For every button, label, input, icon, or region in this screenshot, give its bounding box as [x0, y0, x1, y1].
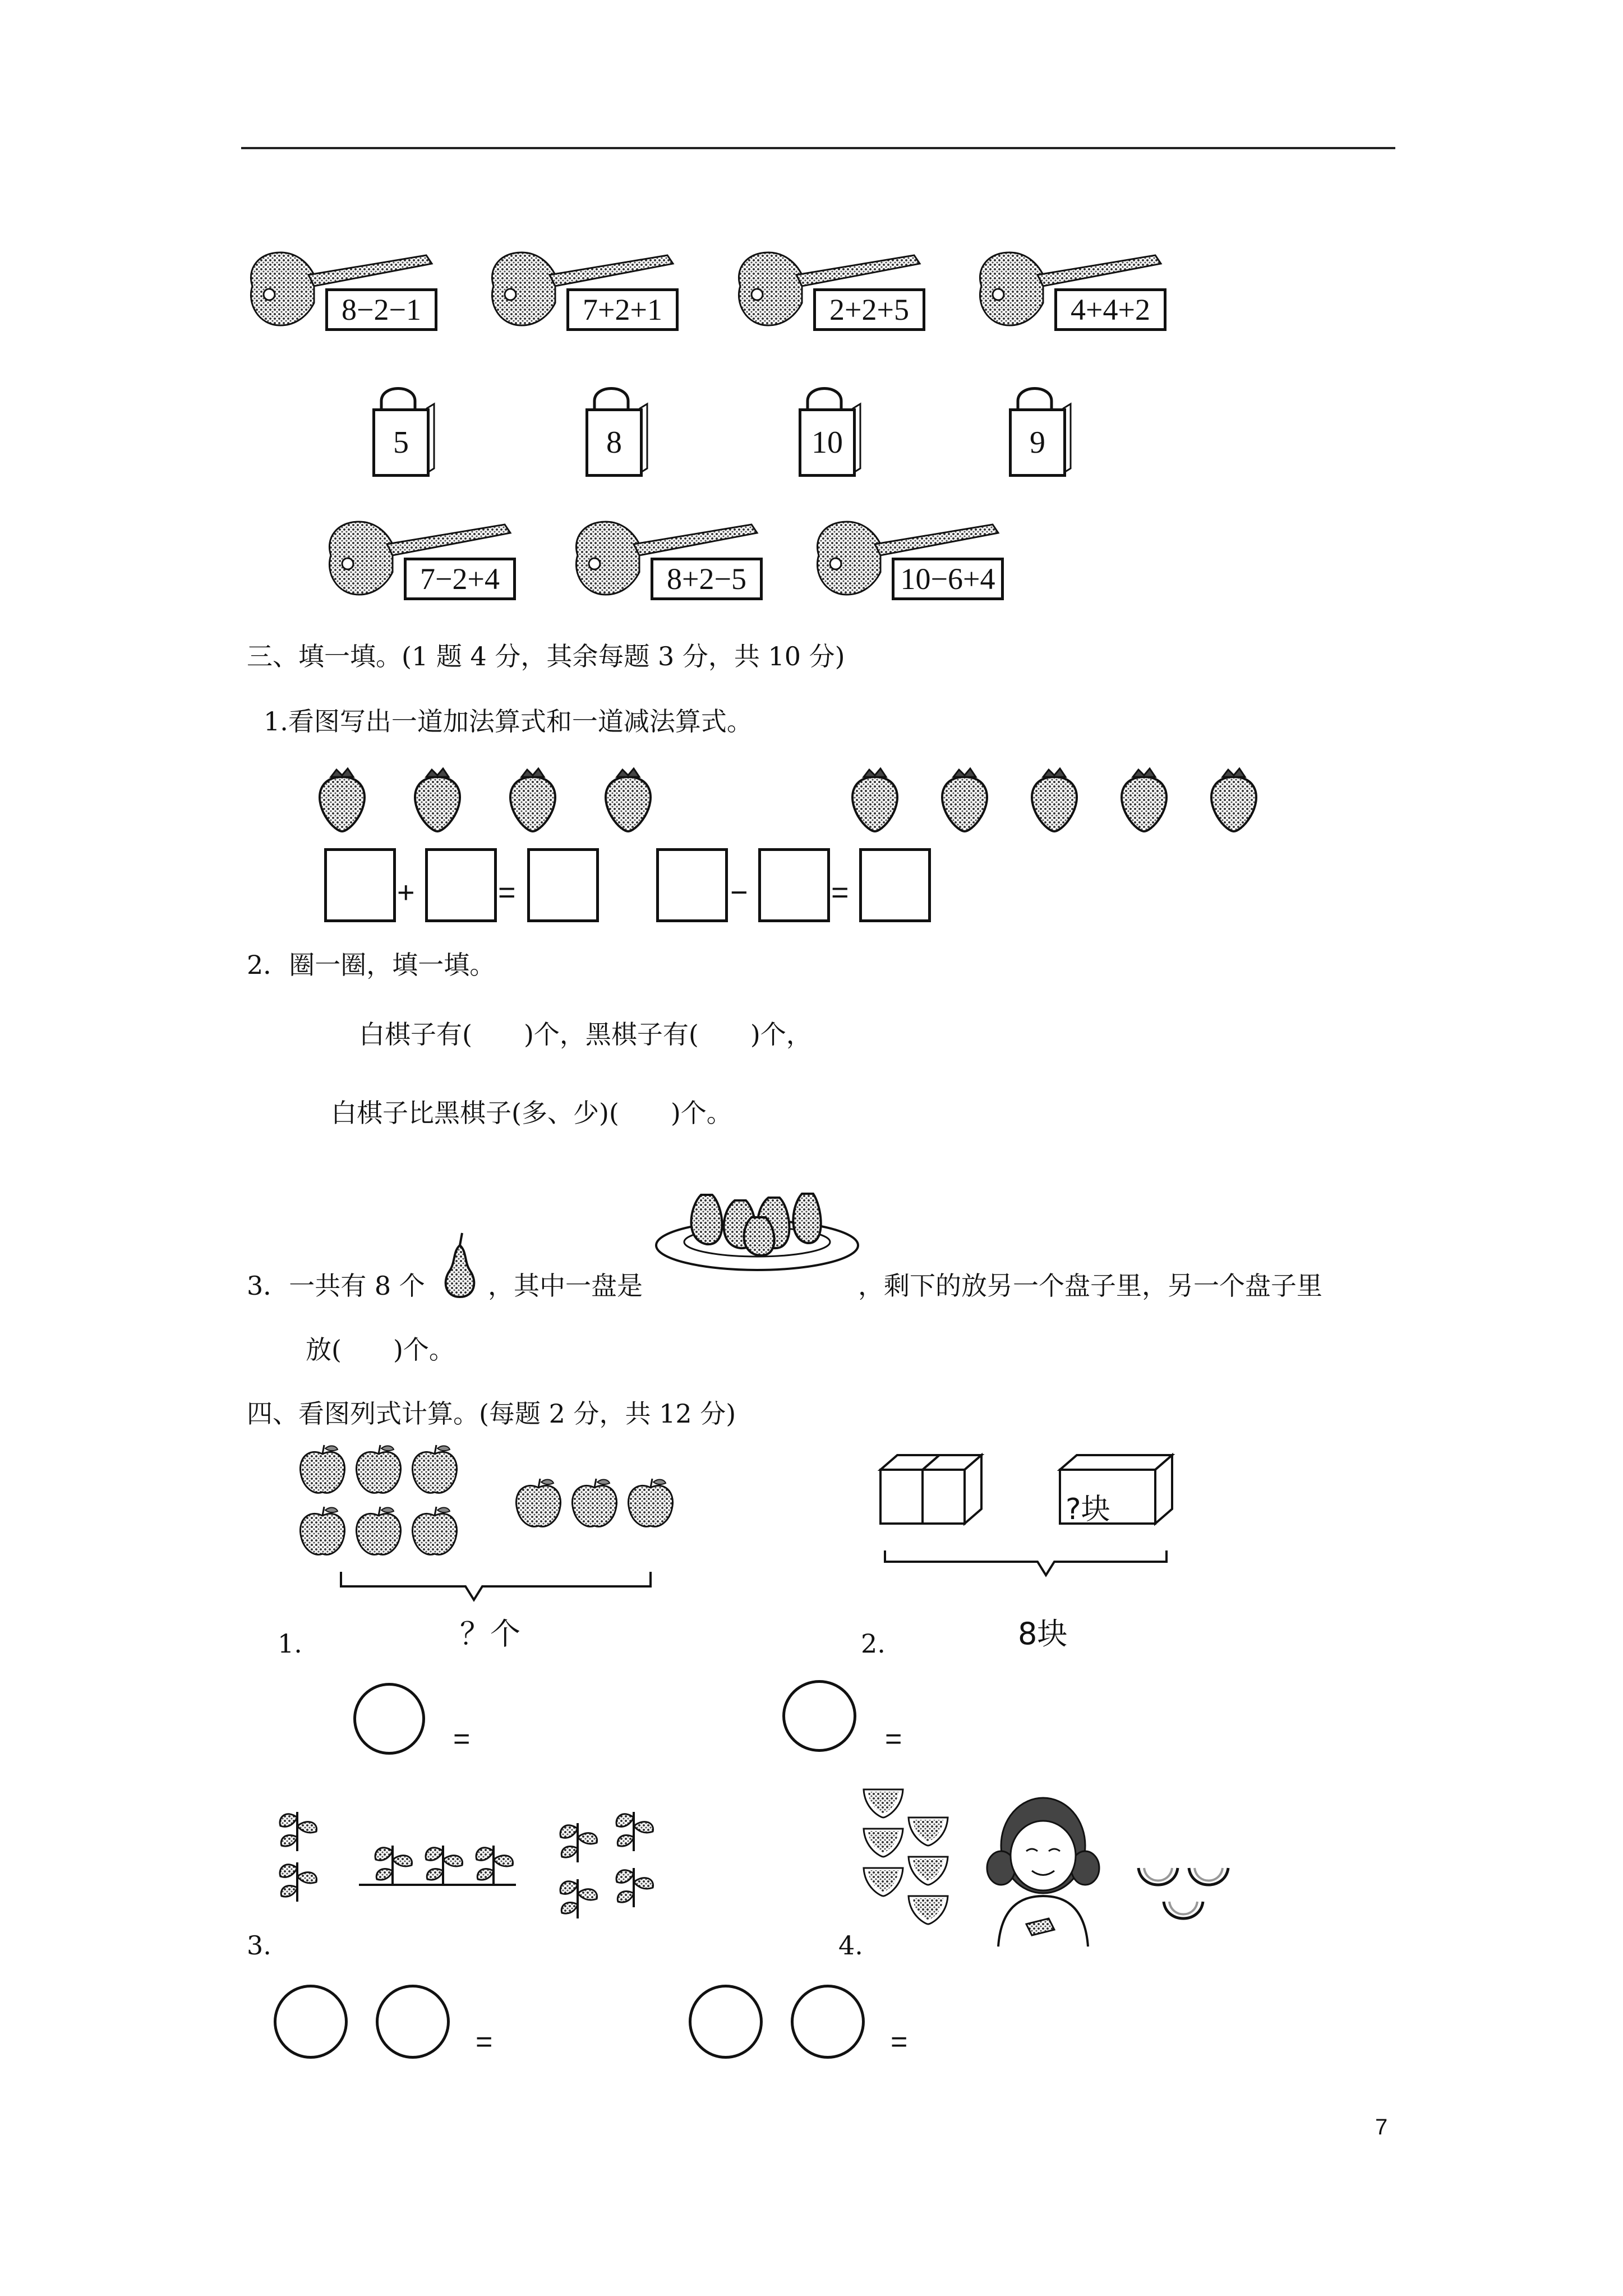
- p4-label: 4.: [838, 1930, 863, 1961]
- answer-box[interactable]: [656, 848, 728, 922]
- strawberry-icon: [606, 769, 651, 831]
- sprout-icon: [616, 1812, 653, 1851]
- strawberry-icon: [415, 769, 460, 831]
- q3-part1: 3．一共有 8 个: [247, 1271, 425, 1301]
- equals-sign: =: [498, 876, 516, 909]
- q2-line2: 白棋子比黑棋子(多、少)( )个。: [331, 1098, 732, 1128]
- lock-number: 9: [1009, 408, 1066, 477]
- key-card: [247, 241, 437, 337]
- key-card: [735, 241, 925, 337]
- plus-sign: +: [397, 876, 415, 909]
- q2-line1: 白棋子有( )个，黑棋子有( )个，: [359, 1019, 812, 1050]
- key-card: [813, 510, 1004, 606]
- watermelon-slice-icon: [864, 1868, 903, 1896]
- brace: [885, 1550, 1166, 1575]
- section4-heading: 四、看图列式计算。(每题 2 分，共 12 分): [247, 1398, 736, 1429]
- equals-sign: =: [891, 2026, 908, 2058]
- apple-icon: [412, 1507, 457, 1554]
- apple-icon: [356, 1445, 400, 1493]
- key-card: [325, 510, 516, 606]
- answer-box[interactable]: [324, 848, 396, 922]
- strawberries-group: [314, 763, 1279, 841]
- key-expression: 7+2+1: [566, 288, 679, 331]
- girl-icon: [987, 1798, 1099, 1947]
- page-number: 7: [1375, 2115, 1388, 2139]
- key-expression: 7−2+4: [404, 558, 516, 600]
- apple-icon: [572, 1479, 616, 1526]
- sprout-icon: [476, 1846, 513, 1885]
- sprout-icon: [560, 1823, 597, 1862]
- apple-icon: [300, 1445, 344, 1493]
- equals-sign: =: [453, 1723, 471, 1755]
- equals-sign: =: [885, 1723, 902, 1755]
- apple-icon: [516, 1479, 560, 1526]
- sprout-icon: [280, 1862, 317, 1902]
- equals-sign: =: [476, 2026, 493, 2058]
- answer-box[interactable]: [758, 848, 830, 922]
- answer-box[interactable]: [859, 848, 931, 922]
- key-expression: 8+2−5: [651, 558, 763, 600]
- p2-label: 2.: [861, 1628, 886, 1659]
- strawberry-icon: [1211, 769, 1256, 831]
- key-expression: 10−6+4: [892, 558, 1004, 600]
- p1-label: 1.: [278, 1628, 302, 1659]
- strawberry-icon: [320, 769, 365, 831]
- apple-icon: [356, 1507, 400, 1554]
- key-card: [976, 241, 1166, 337]
- answer-box[interactable]: [527, 848, 599, 922]
- strawberry-icon: [1032, 769, 1077, 831]
- strawberry-icon: [1122, 769, 1166, 831]
- pear-icon: [437, 1228, 482, 1301]
- lock-number: 5: [372, 408, 430, 477]
- sprout-icon: [560, 1879, 597, 1918]
- plants-figure: [275, 1806, 701, 1952]
- sprout-icon: [616, 1868, 653, 1907]
- section3-heading: 三、填一填。(1 题 4 分，其余每题 3 分，共 10 分): [247, 641, 845, 671]
- key-card: [488, 241, 679, 337]
- p3-label: 3.: [247, 1930, 271, 1961]
- strawberry-icon: [510, 769, 555, 831]
- operator-circle[interactable]: [689, 1985, 763, 2059]
- q3-part2: ，其中一盘是: [488, 1271, 643, 1301]
- plate-of-pears-icon: [651, 1172, 864, 1273]
- watermelon-slice-icon: [864, 1829, 903, 1857]
- watermelon-figure: [858, 1784, 1251, 1952]
- lock-number: 8: [585, 408, 643, 477]
- q3-part3: ，剩下的放另一个盘子里，另一个盘子里: [858, 1271, 1322, 1301]
- watermelon-slice-icon: [909, 1857, 948, 1885]
- apple-icon: [628, 1479, 672, 1526]
- p2-caption: 8块: [1018, 1616, 1068, 1651]
- brace: [341, 1572, 651, 1600]
- q3-line2: 放( )个。: [306, 1335, 455, 1365]
- sprout-icon: [280, 1812, 317, 1851]
- strawberry-icon: [942, 769, 987, 831]
- apples-figure: [297, 1442, 701, 1632]
- header-rule: [241, 147, 1395, 149]
- key-expression: 2+2+5: [813, 288, 925, 331]
- strawberry-icon: [852, 769, 897, 831]
- watermelon-slice-icon: [864, 1789, 903, 1818]
- lock: [791, 381, 864, 477]
- watermelon-rind-icon: [1164, 1902, 1203, 1918]
- p1-caption: ？个: [460, 1616, 520, 1651]
- p2-box-label: ?块: [1066, 1493, 1110, 1526]
- apple-icon: [300, 1507, 344, 1554]
- operator-circle[interactable]: [782, 1680, 856, 1752]
- lock: [365, 381, 437, 477]
- answer-box[interactable]: [425, 848, 497, 922]
- apple-icon: [412, 1445, 457, 1493]
- key-expression: 8−2−1: [325, 288, 437, 331]
- minus-sign: −: [730, 876, 748, 909]
- sprout-icon: [426, 1846, 463, 1885]
- q1-text: 1.看图写出一道加法算式和一道减法算式。: [264, 706, 753, 737]
- lock-number: 10: [799, 408, 856, 477]
- equals-sign: =: [831, 876, 849, 909]
- key-card: [572, 510, 763, 606]
- operator-circle[interactable]: [274, 1985, 348, 2059]
- q2-label: 2．圈一圈，填一填。: [247, 950, 496, 980]
- blocks-figure: [875, 1447, 1189, 1610]
- watermelon-rind-icon: [1189, 1868, 1228, 1885]
- lock: [578, 381, 651, 477]
- watermelon-rind-icon: [1138, 1868, 1178, 1885]
- key-expression: 4+4+2: [1054, 288, 1166, 331]
- operator-circle[interactable]: [791, 1985, 865, 2059]
- operator-circle[interactable]: [376, 1985, 450, 2059]
- operator-circle[interactable]: [353, 1683, 425, 1755]
- watermelon-slice-icon: [909, 1818, 948, 1846]
- watermelon-slice-icon: [909, 1896, 948, 1924]
- sprout-icon: [375, 1846, 412, 1885]
- lock: [1001, 381, 1074, 477]
